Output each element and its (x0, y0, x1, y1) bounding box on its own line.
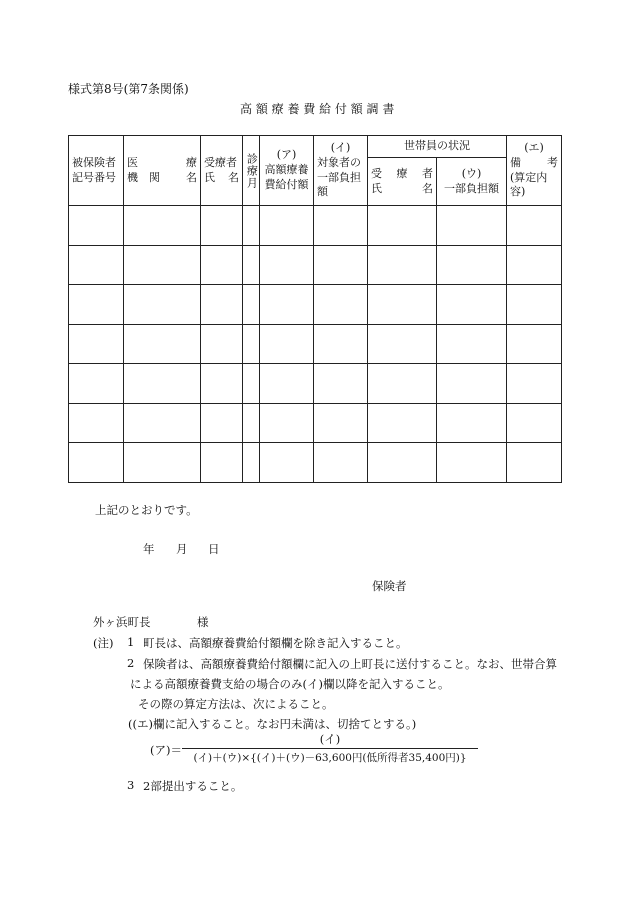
cell-hh-patient[interactable] (368, 364, 437, 404)
note-1-text: 町長は、高額療養費給付額欄を除き記入すること。 (143, 636, 408, 650)
honorific: 様 (197, 615, 209, 629)
cell-i[interactable] (314, 245, 368, 285)
cell-a[interactable] (260, 364, 314, 404)
cell-a[interactable] (260, 443, 314, 483)
cell-insured[interactable] (69, 245, 124, 285)
statement-text: 上記のとおりです。 (95, 503, 198, 517)
cell-e[interactable] (507, 443, 562, 483)
cell-e[interactable] (507, 285, 562, 325)
date-month-label: 月 (176, 542, 188, 556)
cell-u[interactable] (437, 443, 507, 483)
cell-medical[interactable] (124, 403, 201, 443)
header-high-cost-amount: (ア) 高額療養 費給付額 (260, 136, 314, 206)
table-row (69, 245, 562, 285)
header-patient-name: 受療者 氏 名 (201, 136, 243, 206)
addressee: 外ヶ浜町長 (93, 615, 151, 629)
cell-hh-patient[interactable] (368, 403, 437, 443)
cell-insured[interactable] (69, 285, 124, 325)
cell-patient[interactable] (201, 206, 243, 246)
note-2-line-1: 保険者は、高額療養費給付額欄に記入の上町長に送付すること。なお、世帯合算 (143, 657, 557, 671)
formula-numerator: (イ) (319, 732, 341, 746)
header-copay-subject: (イ) 対象者の 一部負担 額 (314, 136, 368, 206)
header-household-status: 世帯員の状況 (368, 136, 507, 158)
formula-fraction (182, 731, 478, 765)
cell-month[interactable] (243, 206, 260, 246)
cell-hh-patient[interactable] (368, 285, 437, 325)
page-title: 高 額 療 養 費 給 付 額 調 書 (240, 102, 395, 116)
note-3-text: 2部提出すること。 (143, 779, 243, 793)
cell-patient[interactable] (201, 364, 243, 404)
cell-insured[interactable] (69, 443, 124, 483)
cell-u[interactable] (437, 206, 507, 246)
cell-patient[interactable] (201, 443, 243, 483)
cell-insured[interactable] (69, 206, 124, 246)
table-row (69, 403, 562, 443)
note-2-line-4: ((エ)欄に記入すること。なお円未満は、切捨てとする。) (128, 717, 417, 731)
insurer-label: 保険者 (372, 579, 407, 593)
note-2-number: 2 (127, 656, 135, 670)
note-2-line-2: による高額療養費支給の場合のみ(イ)欄以降を記入すること。 (130, 677, 450, 691)
table-row (69, 324, 562, 364)
cell-hh-patient[interactable] (368, 206, 437, 246)
cell-medical[interactable] (124, 364, 201, 404)
formula-denominator: (イ)＋(ウ)×{(イ)＋(ウ)－63,600円(低所得者35,400円)} (193, 752, 467, 764)
cell-medical[interactable] (124, 443, 201, 483)
cell-e[interactable] (507, 403, 562, 443)
payment-survey-table (68, 135, 562, 483)
note-2-line-3: その際の算定方法は、次によること。 (138, 697, 334, 711)
table-row (69, 443, 562, 483)
cell-medical[interactable] (124, 285, 201, 325)
cell-i[interactable] (314, 443, 368, 483)
date-day-label: 日 (208, 542, 220, 556)
table-row (69, 285, 562, 325)
cell-hh-patient[interactable] (368, 443, 437, 483)
cell-i[interactable] (314, 364, 368, 404)
form-number: 様式第8号(第7条関係) (68, 82, 189, 96)
header-household-patient-name: 受 療 者 氏 名 (368, 158, 437, 206)
cell-month[interactable] (243, 285, 260, 325)
cell-e[interactable] (507, 206, 562, 246)
cell-month[interactable] (243, 364, 260, 404)
cell-hh-patient[interactable] (368, 245, 437, 285)
cell-e[interactable] (507, 364, 562, 404)
cell-i[interactable] (314, 403, 368, 443)
note-1-number: 1 (127, 635, 135, 649)
cell-a[interactable] (260, 403, 314, 443)
cell-u[interactable] (437, 245, 507, 285)
cell-month[interactable] (243, 324, 260, 364)
table-row (69, 206, 562, 246)
cell-e[interactable] (507, 324, 562, 364)
cell-medical[interactable] (124, 324, 201, 364)
cell-insured[interactable] (69, 403, 124, 443)
table-row (69, 364, 562, 404)
header-treatment-month: 診療月 (243, 136, 260, 206)
cell-month[interactable] (243, 245, 260, 285)
header-household-copay: (ウ) 一部負担額 (437, 158, 507, 206)
cell-patient[interactable] (201, 245, 243, 285)
cell-insured[interactable] (69, 364, 124, 404)
cell-i[interactable] (314, 206, 368, 246)
cell-patient[interactable] (201, 285, 243, 325)
cell-u[interactable] (437, 285, 507, 325)
cell-medical[interactable] (124, 245, 201, 285)
cell-patient[interactable] (201, 324, 243, 364)
cell-insured[interactable] (69, 324, 124, 364)
cell-u[interactable] (437, 403, 507, 443)
cell-month[interactable] (243, 443, 260, 483)
formula-lhs: (ア)＝ (150, 743, 182, 757)
cell-patient[interactable] (201, 403, 243, 443)
formula-bar (182, 748, 478, 749)
header-medical-institution: 医 療 機 関 名 (124, 136, 201, 206)
cell-month[interactable] (243, 403, 260, 443)
notes-label: (注) (93, 636, 114, 650)
header-remarks: (エ) 備 考 (算定内 容) (507, 136, 562, 206)
cell-medical[interactable] (124, 206, 201, 246)
cell-a[interactable] (260, 245, 314, 285)
cell-a[interactable] (260, 324, 314, 364)
cell-i[interactable] (314, 324, 368, 364)
cell-hh-patient[interactable] (368, 324, 437, 364)
cell-i[interactable] (314, 285, 368, 325)
cell-a[interactable] (260, 285, 314, 325)
cell-u[interactable] (437, 364, 507, 404)
cell-e[interactable] (507, 245, 562, 285)
cell-a[interactable] (260, 206, 314, 246)
date-year-label: 年 (143, 542, 155, 556)
header-insured-number: 被保険者 記号番号 (69, 136, 124, 206)
cell-u[interactable] (437, 324, 507, 364)
note-3-number: 3 (127, 778, 135, 792)
